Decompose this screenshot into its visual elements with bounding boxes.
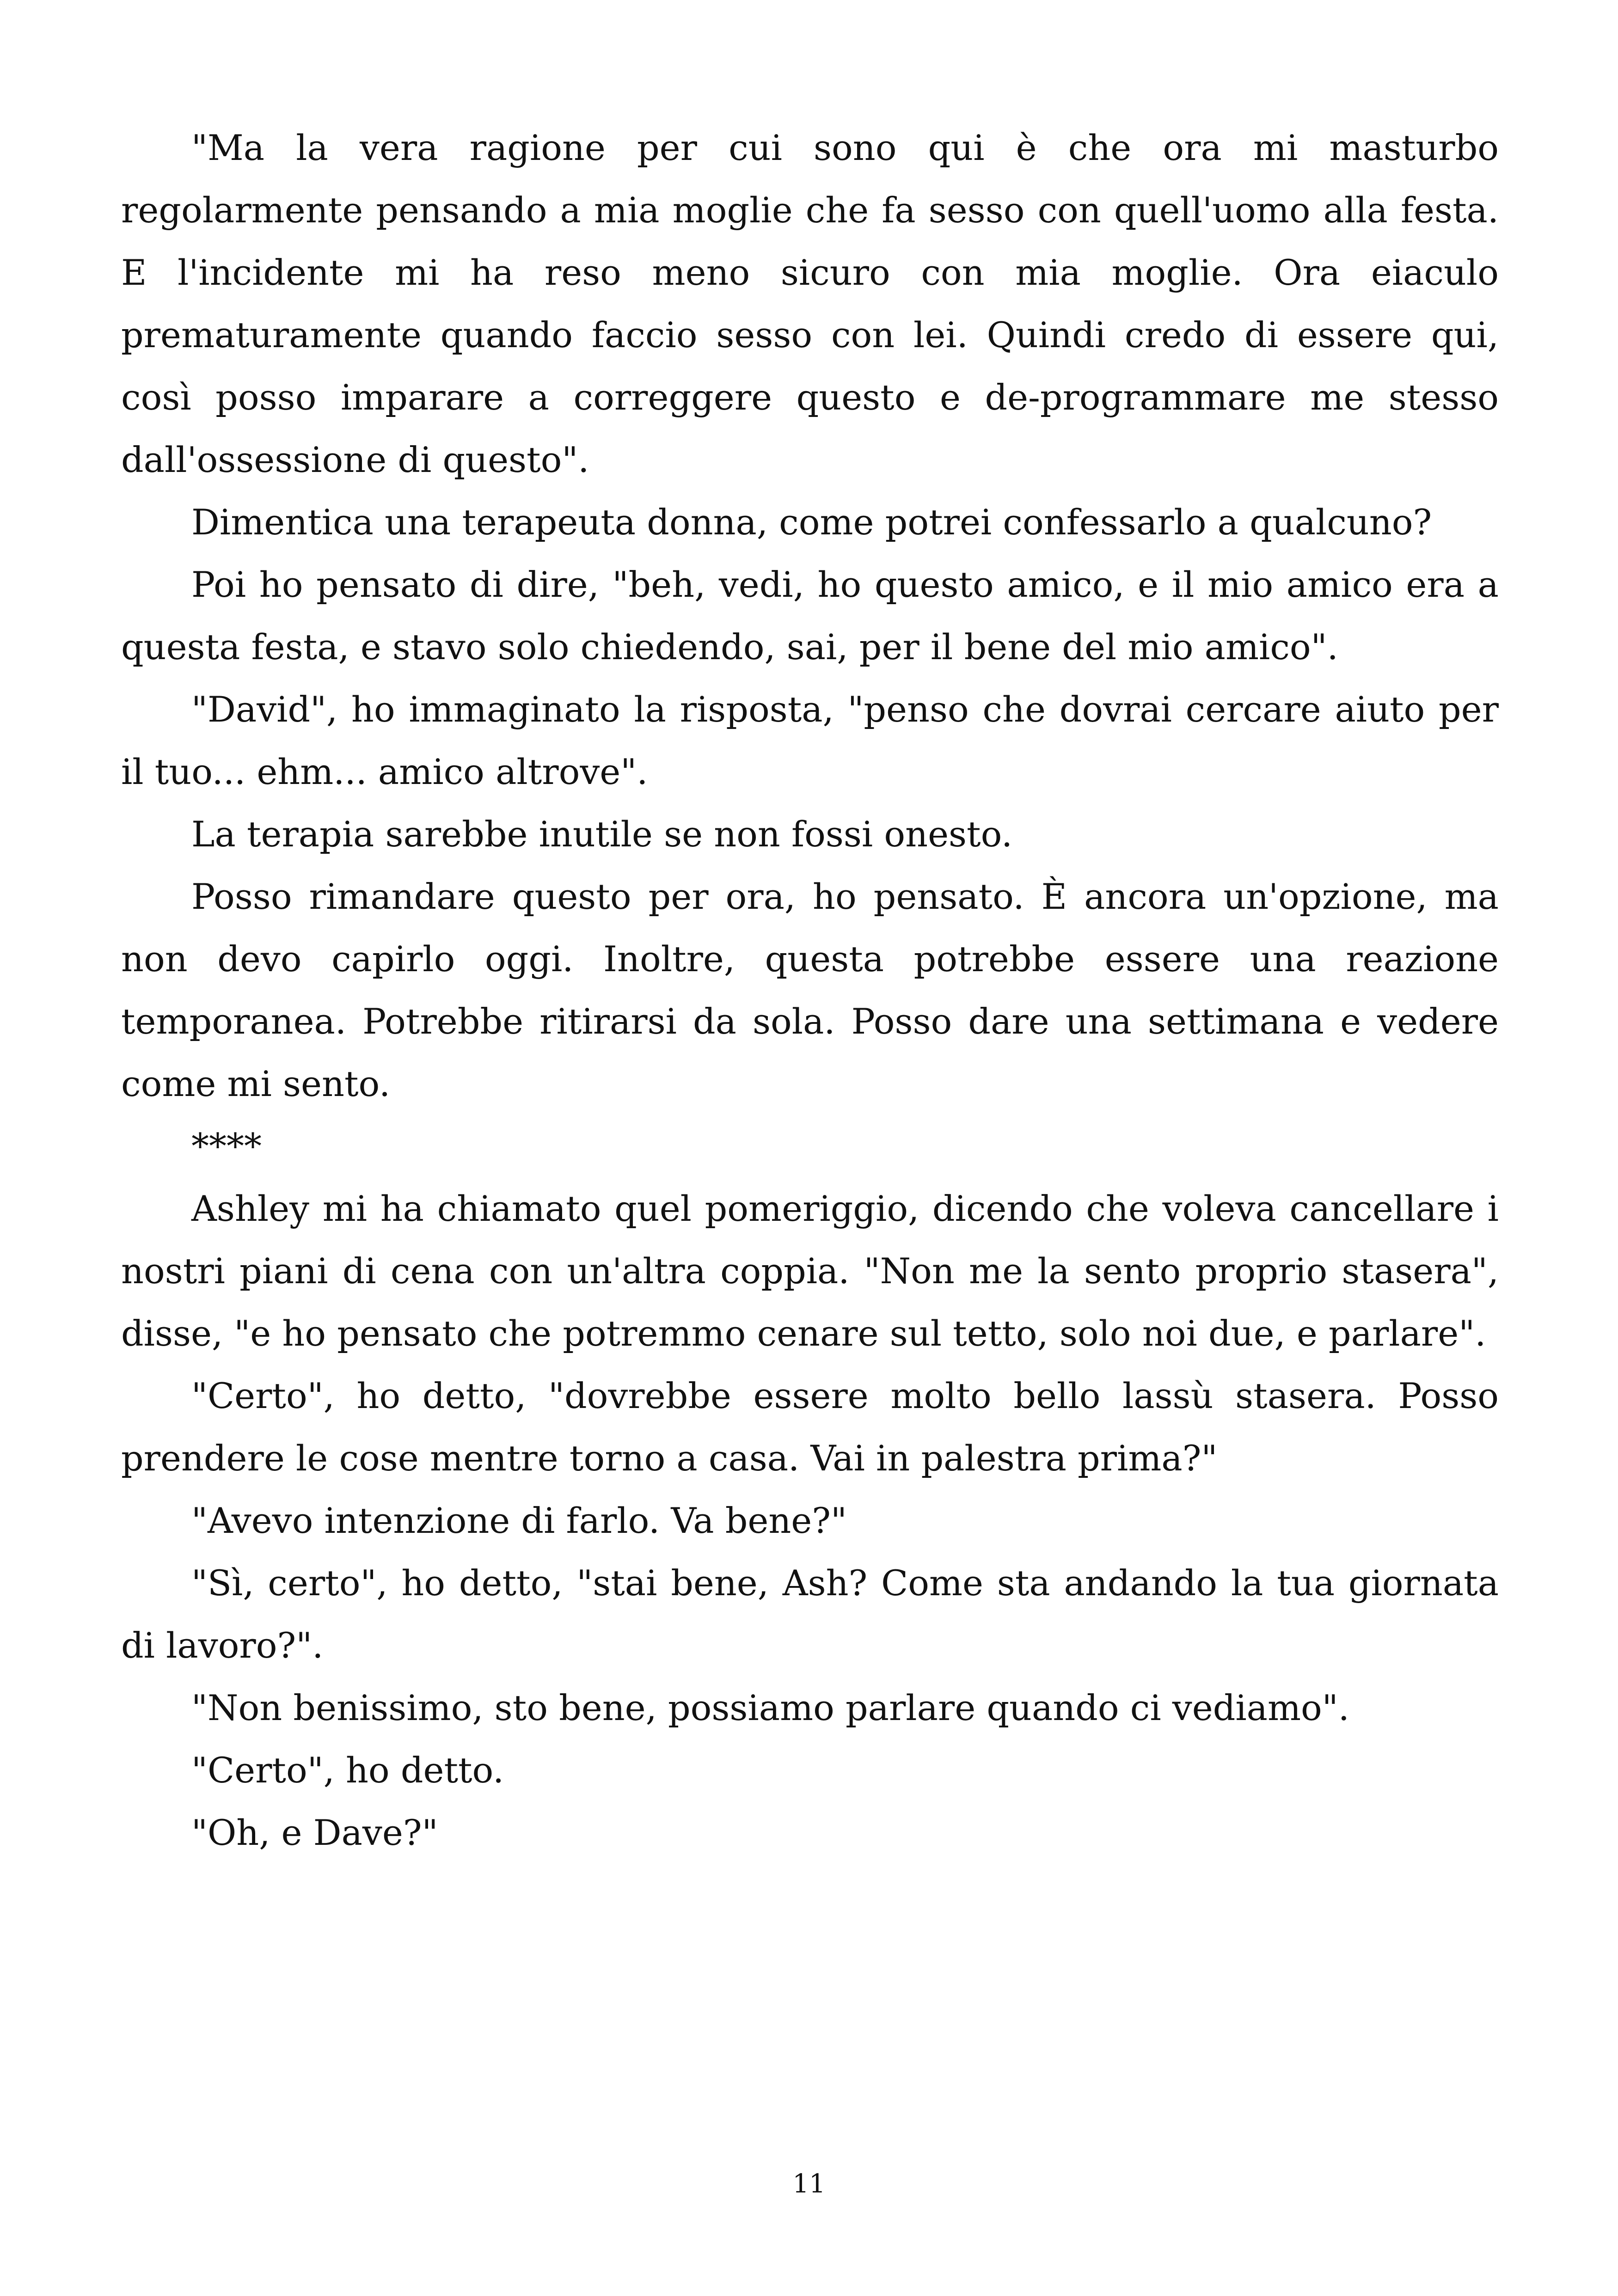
paragraph: "Oh, e Dave?" [191,1812,438,1853]
paragraph: Ashley mi ha chiamato quel pomeriggio, dicendo che voleva cancellare i nostri piani di cena con un'altra coppia. "Non me la sento proprio stasera", disse, "e ho pensato che potremmo cenare sul tetto, solo noi due, e parlare". [121,1188,1499,1354]
page-number: 11 [792,2169,826,2199]
paragraph: Dimentica una terapeuta donna, come potrei confessarlo a qualcuno? [191,502,1432,543]
paragraph: "David", ho immaginato la risposta, "penso che dovrai cercare aiuto per il tuo... ehm... amico altrove". [121,689,1499,792]
body-text [121,116,1499,1864]
paragraph: "Certo", ho detto. [191,1750,504,1791]
scene-break: **** [191,1126,262,1167]
paragraph: Poi ho pensato di dire, "beh, vedi, ho questo amico, e il mio amico era a questa festa, e stavo solo chiedendo, sai, per il bene del mio amico". [121,564,1499,667]
paragraph: "Non benissimo, sto bene, possiamo parlare quando ci vediamo". [191,1687,1349,1728]
paragraph: La terapia sarebbe inutile se non fossi onesto. [191,814,1013,855]
paragraph: Posso rimandare questo per ora, ho pensato. È ancora un'opzione, ma non devo capirlo oggi. Inoltre, questa potrebbe essere una reazione temporanea. Potrebbe ritirarsi da sola. Posso dare una settimana e vedere come mi sento. [121,876,1499,1104]
paragraph: "Certo", ho detto, "dovrebbe essere molto bello lassù stasera. Posso prendere le cose mentre torno a casa. Vai in palestra prima?" [121,1375,1499,1479]
paragraph: "Sì, certo", ho detto, "stai bene, Ash? Come sta andando la tua giornata di lavoro?". [121,1562,1499,1666]
paragraph: "Ma la vera ragione per cui sono qui è che ora mi masturbo regolarmente pensando a mia moglie che fa sesso con quell'uomo alla festa. E l'incidente mi ha reso meno sicuro con mia moglie. Ora eiaculo prematuramente quando faccio sesso con lei. Quindi credo di essere qui, così posso imparare a correggere questo e de-programmare me stesso dall'ossessione di questo". [121,127,1499,480]
paragraph: "Avevo intenzione di farlo. Va bene?" [191,1500,847,1541]
